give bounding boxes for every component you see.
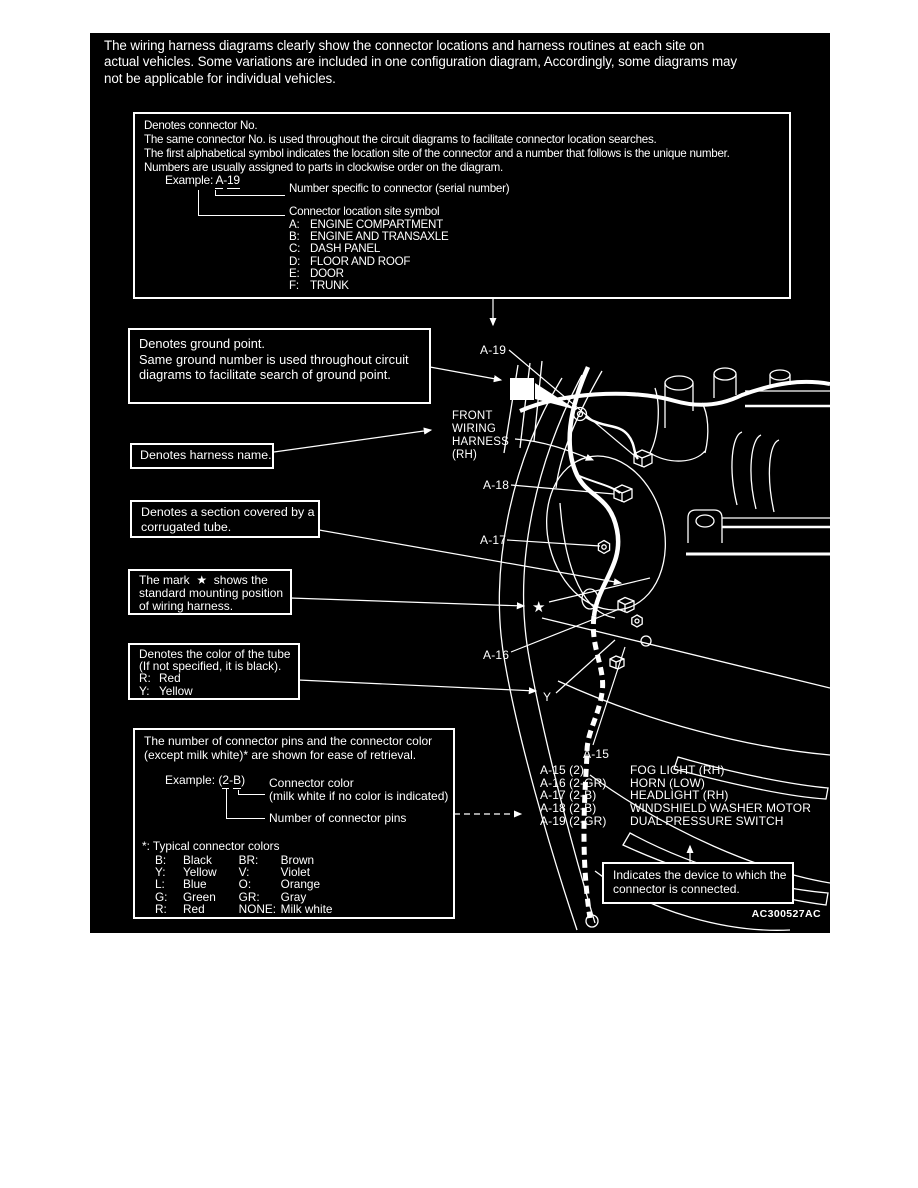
strut-cylinder-2-top [714,368,736,380]
label-front-4: (RH) [452,449,478,461]
connector-no-line-4: Numbers are usually assigned to parts in clockwise order on the diagram. [144,161,503,174]
site-symbol-row: F: TRUNK [289,279,349,293]
intro-line-1: The wiring harness diagrams clearly show the connector locations and harness routines at each site on [104,38,705,53]
ground-line-1: Denotes ground point. [139,336,265,351]
connector-a16-icon-2 [632,615,642,627]
pins-count-note: Number of connector pins [269,811,407,825]
leader-y-to-tube [556,640,615,693]
mark-line-1: The mark ★ shows the [139,573,268,587]
hose-1 [732,432,742,505]
color-row: R: Red [155,901,205,916]
example-num-callout-line-h [215,195,285,196]
connector-no-line-2: The same connector No. is used throughout the circuit diagrams to facilitate connector location searches. [144,133,657,146]
mark-line-2: standard mounting position [139,585,284,600]
manual-page-black-area [90,33,830,933]
example-site-callout-line-h [198,215,285,216]
connector-device-row: A-16 (2-GR) HORN (LOW) [540,775,705,790]
ground-point-symbol [510,378,577,410]
site-symbol-row: D: FLOOR AND ROOF [289,254,411,268]
mark-line-3: of wiring harness. [139,598,234,613]
serial-number-note: Number specific to connector (serial number) [289,182,510,195]
color-row: V: Violet [238,865,310,880]
fog-eyelet [641,636,651,646]
connector-device-row: A-18 (2-B) WINDSHIELD WASHER MOTOR [540,801,811,816]
connector-device-row: A-17 (2-B) HEADLIGHT (RH) [540,788,729,803]
typical-colors-grid [155,854,332,915]
leader-a16 [511,610,617,652]
connector-device-list [540,764,811,828]
indicates-device-box [602,862,794,904]
color-row: Y: Yellow [155,865,217,880]
ground-line-2: Same ground number is used throughout circuit [139,351,409,367]
indicates-line-1: Indicates the device to which the [613,868,787,882]
corrugated-line-1: Denotes a section covered by a [141,505,315,519]
example-label: Example: [165,173,214,187]
pins-example-label: Example: [165,773,216,787]
color-row: NONE: Milk white [238,901,333,916]
intro-line-3: not be applicable for individual vehicles. [104,70,336,86]
site-symbol-title: Connector location site symbol [289,205,440,218]
pins-count-callout-v [226,788,227,819]
example-site-callout-line-v [198,190,199,216]
pins-line-2: (except milk white)* are shown for ease of retrieval. [144,747,417,762]
site-symbol-row: A: ENGINE COMPARTMENT [289,218,443,231]
body-diagonal-1 [542,618,830,688]
tube-color-row: R: Red [139,671,181,686]
intro-line-2: actual vehicles. Some variations are included in one configuration diagram, Accordingly, some diagrams may [104,54,737,70]
example-number: 19 [226,173,240,187]
harness-name-text: Denotes harness name. [140,448,272,462]
label-a16: A-16 [483,648,510,662]
connector-a17-icon [598,541,609,554]
connector-a16-icon-1 [618,598,634,613]
hose-2 [751,435,761,509]
site-symbol-row: B: ENGINE AND TRANSAXLE [289,230,449,244]
pins-example-pins: 2 [222,773,230,787]
body-diagonal-2 [558,681,830,755]
star-icon: ★ [196,573,208,587]
corrugated-line-2: corrugated tube. [141,519,232,534]
tube-color-line-2: (If not specified, it is black). [139,659,282,674]
color-row: GR: Gray [238,889,307,904]
label-y: Y [543,690,552,704]
pins-color-callout-h [238,794,265,795]
connector-no-box [133,112,791,299]
tube-color-box [128,643,300,700]
fender-arc-outer [499,378,577,930]
label-front-3: HARNESS [452,436,509,448]
color-row: O: Orange [238,877,321,892]
example-dash: - [223,173,227,187]
label-a15: A-15 [583,747,610,761]
connector-no-line-1: Denotes connector No. [144,119,258,132]
harness-name-box [130,443,274,469]
connector-a17-bolt [602,545,606,549]
color-row: G: Green [155,889,216,904]
pins-line-1: The number of connector pins and the connector color [144,734,433,748]
strut-cylinder-1-top [665,376,693,390]
strut-cylinder-3-top [770,370,790,380]
label-a19: A-19 [480,343,507,357]
tube-color-line-1: Denotes the color of the tube [139,647,291,661]
connector-no-line-3: The first alphabetical symbol indicates the location site of the connector and a number that follows is the unique number. [144,147,730,160]
color-row: L: Blue [155,877,207,892]
leader-mark-arrow [290,598,524,606]
label-front-2: WIRING [452,423,496,435]
site-symbol-row: E: DOOR [289,266,344,280]
leader-ground-box-arrow [430,367,501,380]
leader-corrugated-arrow [319,530,621,583]
standard-mounting-star-icon: ★ [532,599,546,616]
ground-point-box [128,328,431,404]
pins-example-color: B [233,773,242,787]
connector-a18-icon [614,485,632,502]
grille-slat-3 [534,361,542,441]
connector-color-note-1: Connector color [269,776,354,790]
mounting-mark-box [128,569,292,615]
corrugated-tube-box [130,500,320,538]
color-row: B: Black [155,853,212,867]
ground-line-3: diagrams to facilitate search of ground point. [139,367,391,382]
indicates-line-2: connector is connected. [613,882,740,896]
typical-colors-title: *: Typical connector colors [142,839,280,853]
hose-3 [769,440,779,512]
pins-example: Example: (2-B) [165,773,246,787]
headlight-housing [531,443,681,622]
leader-harness-name-arrow [274,430,431,452]
tube-color-row: Y: Yellow [139,683,193,698]
figure-code: AC300527AC [751,908,821,920]
label-a17: A-17 [480,533,507,547]
label-a18: A-18 [483,478,510,492]
pins-count-callout-h [226,818,265,819]
leader-a17 [507,540,600,546]
ground-symbol-number: 1 [518,382,527,399]
leader-a18 [511,485,614,494]
example-site-letter: A [215,173,224,187]
color-row: BR: Brown [238,853,315,867]
connector-device-row: A-15 (2) FOG LIGHT (RH) [540,763,725,777]
colors-column-1 [155,854,217,915]
bracket-hole [696,515,714,527]
connector-a16-bolt [635,619,639,623]
headlight-inner-arc [560,503,615,618]
connector-pins-box [133,728,455,919]
connector-color-note-2: (milk white if no color is indicated) [269,789,449,803]
leader-tube-color-arrow [298,680,536,691]
connector-example [165,173,240,187]
connector-device-row: A-19 (2-GR) DUAL PRESSURE SWITCH [540,813,784,828]
label-front-1: FRONT [452,410,493,422]
site-symbol-row: C: DASH PANEL [289,242,381,256]
site-symbol-list [289,219,448,292]
colors-column-2 [239,854,333,915]
